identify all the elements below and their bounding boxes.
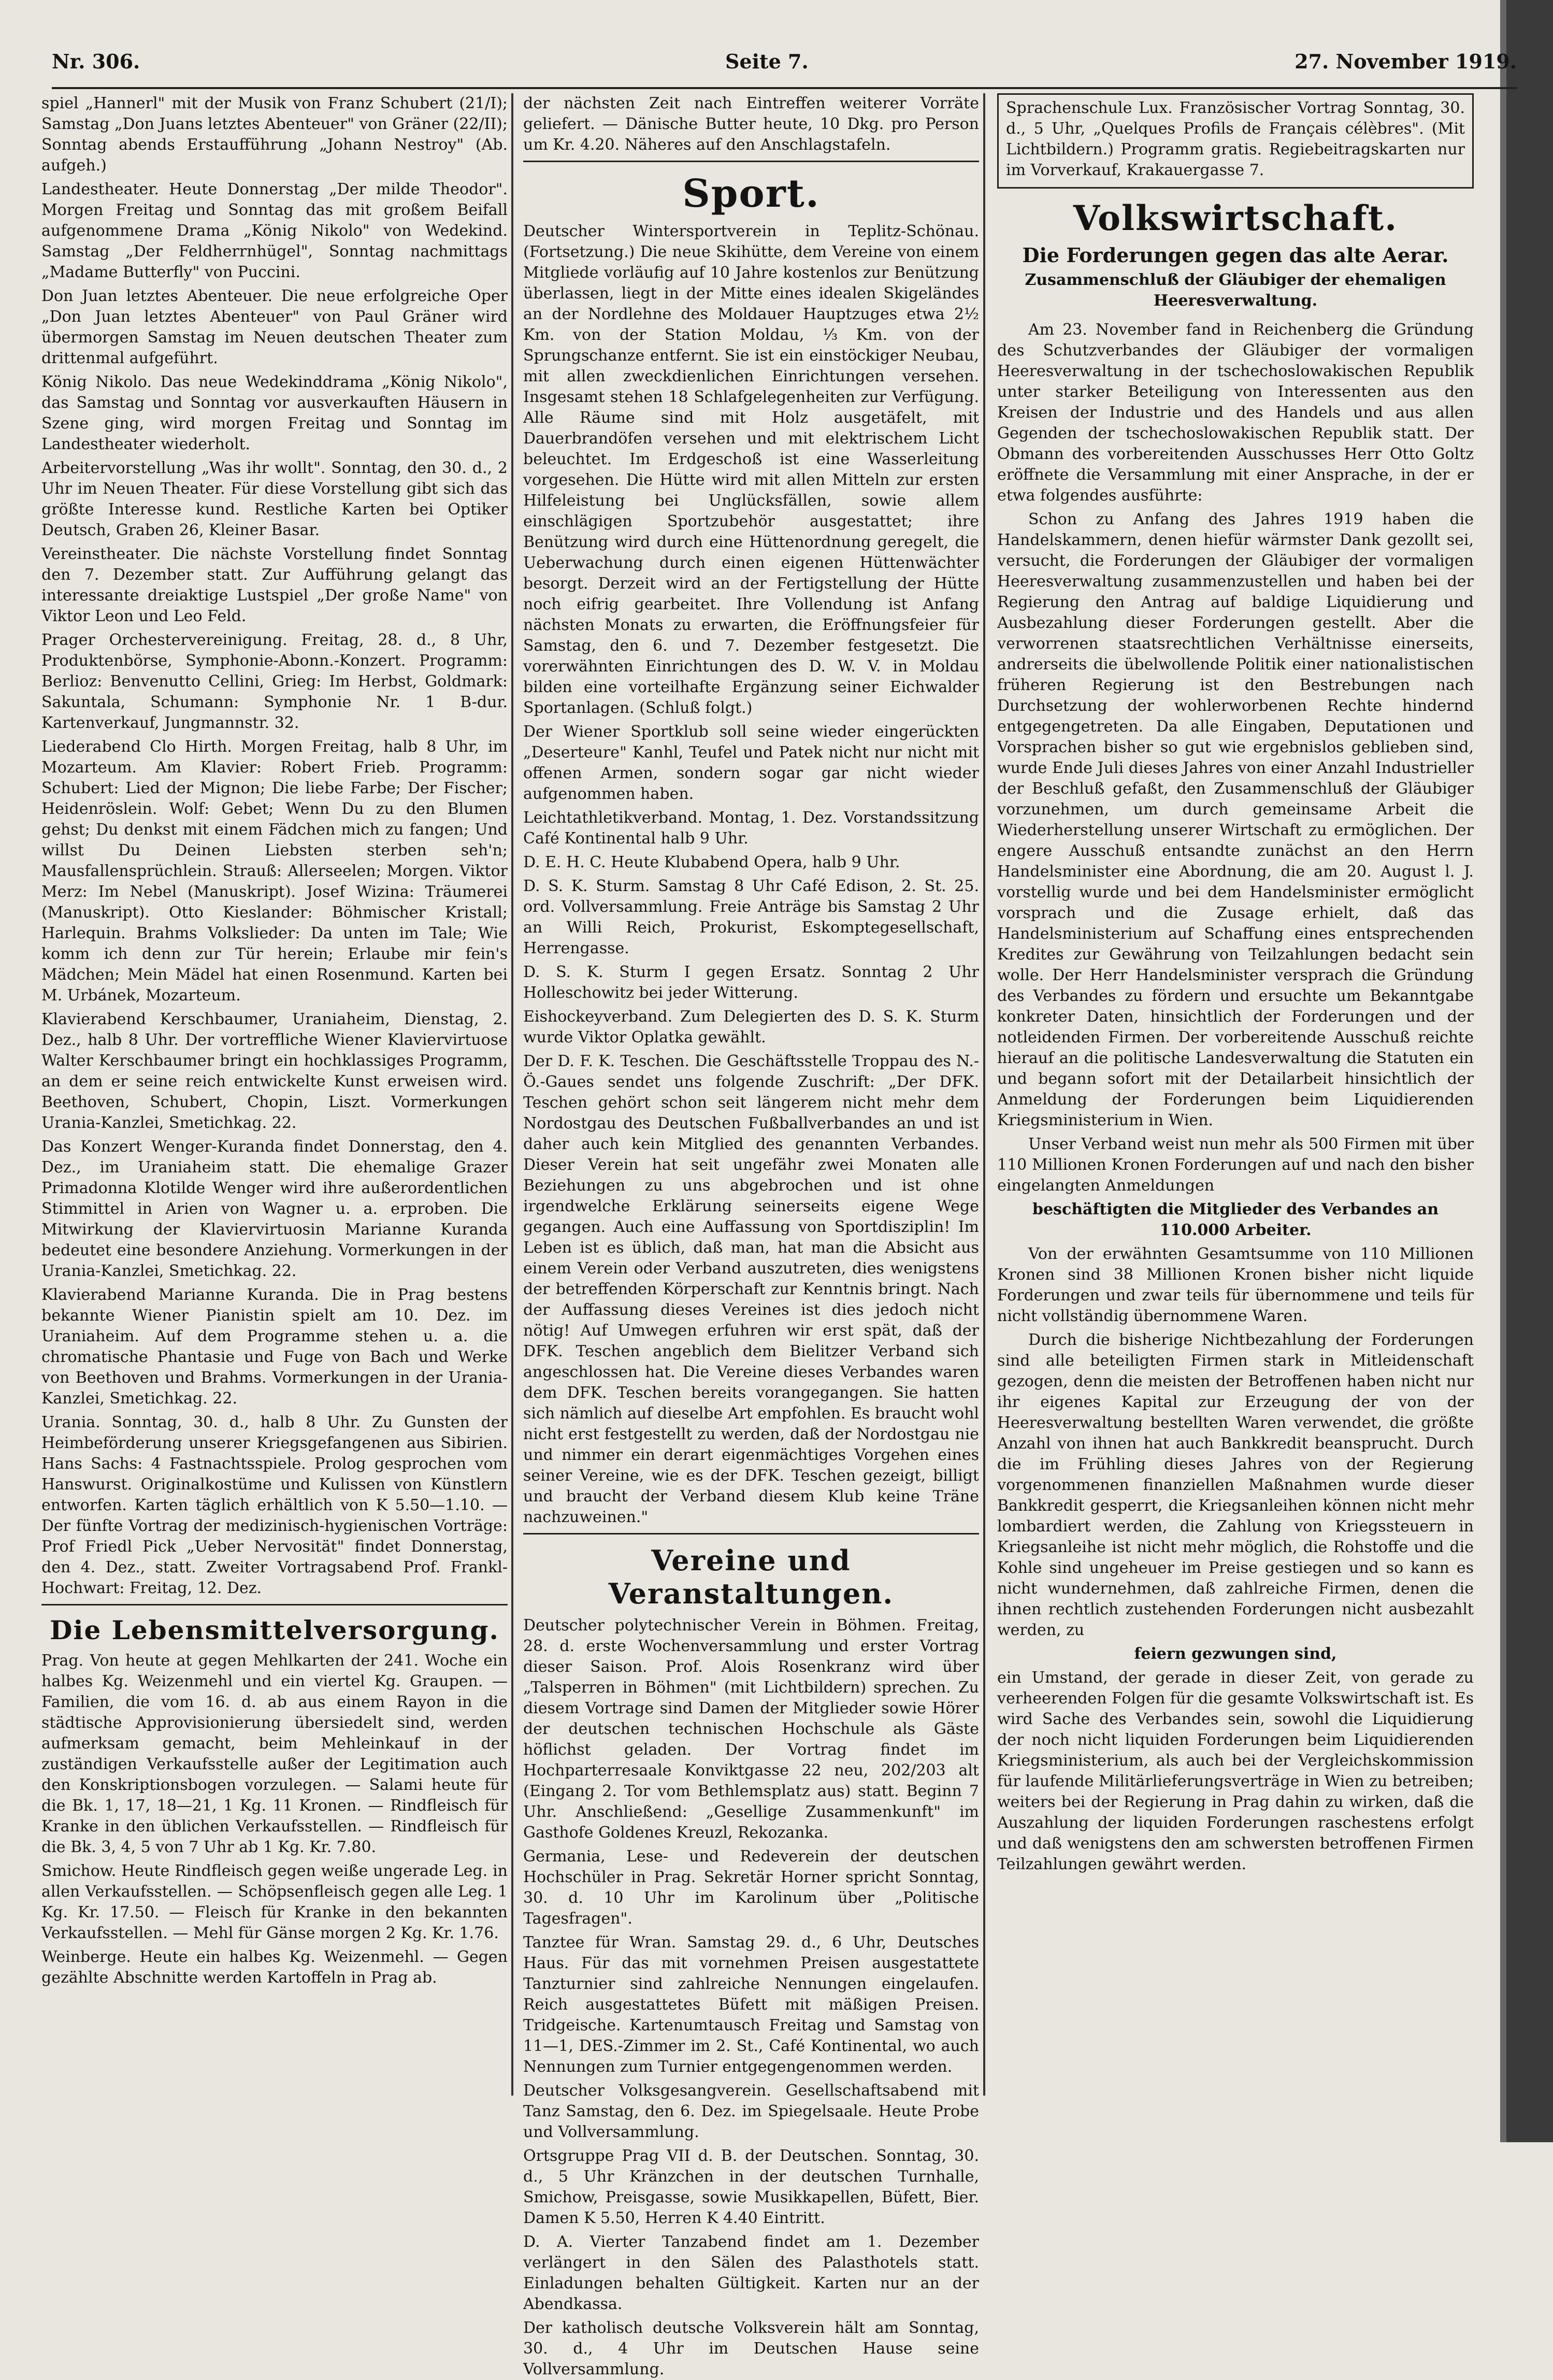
article-paragraph: Der Wiener Sportklub soll seine wieder eingerückten „Deserteure" Kanhl, Teufel und Patek nicht nur nicht mit offenen Armen, sondern sogar gar nicht wieder aufgenommen haben. [523,723,979,803]
column-middle [523,93,979,2378]
article-paragraph: D. E. H. C. Heute Klubabend Opera, halb 9 Uhr. [523,853,900,871]
article-paragraph: Arbeitervorstellung „Was ihr wollt". Sonntag, den 30. d., 2 Uhr im Neuen Theater. Für diese Vorstellung gibt sich das größte Interesse kund. Restliche Karten bei Optiker Deutsch, Graben 26, Kleiner Basar. [41,459,508,539]
article-paragraph: D. S. K. Sturm. Samstag 8 Uhr Café Edison, 2. St. 25. ord. Vollversammlung. Freie Anträge bis Samstag 2 Uhr an Willi Reich, Prokurist, Eskomptegesellschaft, Herrengasse. [523,877,979,957]
section-heading-lebensmittel: Die Lebensmittelversorgung. [50,1615,499,1645]
article-paragraph: Urania. Sonntag, 30. d., halb 8 Uhr. Zu Gunsten der Heimbeförderung unserer Kriegsgefangenen aus Sibirien. Hans Sachs: 4 Fastnachtsspiele. Prolog gesprochen vom Hanswurst. Originalkostüme und Kulissen von Künstlern entworfen. Karten täglich erhältlich von K 5.50—1.10. — Der fünfte Vortrag der medizinisch-hygienischen Vorträge: Prof Friedl Pick „Ueber Nervosität" findet Donnerstag, den 4. Dez., statt. Zweiter Vortragsabend Prof. Frankl-Hochwart: Freitag, 12. Dez. [41,1413,508,1597]
column-rule [983,93,985,2096]
article-paragraph: Deutscher polytechnischer Verein in Böhmen. Freitag, 28. d. erste Wochenversammlung und erster Vortrag dieser Saison. Prof. Alois Rosenkranz wird über „Talsperren in Böhmen" (mit Lichtbildern) sprechen. Zu diesem Vortrage sind Damen der Mitglieder sowie Hörer der deutschen technischen Hochschule als Gäste höflichst geladen. Der Vortrag findet im Hochparterresaale Konviktgasse 22 neu, 202/203 alt (Eingang 2. Tor vom Bethlemsplatz aus) statt. Beginn 7 Uhr. Anschließend: „Gesellige Zusammenkunft" im Gasthofe Goldenes Kreuzl, Rekozanka. [523,1616,979,1842]
article-paragraph: spiel „Hannerl" mit der Musik von Franz Schubert (21/I); Samstag „Don Juans letztes Abenteuer" von Gräner (22/II); Sonntag abends Erstaufführung „Johann Nestroy" (Ab. aufgeh.) [41,94,508,175]
article-paragraph: Ortsgruppe Prag VII d. B. der Deutschen. Sonntag, 30. d., 5 Uhr Kränzchen in der deutschen Turnhalle, Smichow, Preisgasse, sowie Musikkapellen, Büfett, Bier. Damen K 5.50, Herren K 4.40 Eintritt. [523,2147,979,2227]
article-paragraph: Germania, Lese- und Redeverein der deutschen Hochschüler in Prag. Sekretär Horner spricht Sonntag, 30. d. 10 Uhr im Karolinum über „Politische Tagesfragen". [523,1847,979,1928]
article-paragraph: Vereinstheater. Die nächste Vorstellung findet Sonntag den 7. Dezember statt. Zur Aufführung gelangt das interessante dreiaktige Lustspiel „Der große Name" von Viktor Leon und Leo Feld. [41,545,508,625]
article-paragraph: Deutscher Volksgesangverein. Gesellschaftsabend mit Tanz Samstag, den 6. Dez. im Spiegelsaale. Heute Probe und Vollversammlung. [523,2082,979,2141]
section-heading-volkswirtschaft: Volkswirtschaft. [1073,198,1398,238]
article-paragraph: Am 23. November fand in Reichenberg die Gründung des Schutzverbandes der Gläubiger der vormaligen Heeresverwaltung in der tschechoslowakischen Republik unter starker Beteiligung von Interessenten aus den Kreisen der Industrie und des Handels und aus allen Gegenden der tschechoslowakischen Republik statt. Der Obmann des vorbereitenden Ausschusses Herr Otto Goltz eröffnete die Versammlung mit einer Ansprache, in der er etwa folgendes ausführte: [997,321,1474,505]
issue-number: Nr. 306. [52,50,140,73]
newspaper-page [16,0,1537,2378]
article-subheadline: Zusammenschluß der Gläubiger der ehemaligen Heeresverwaltung. [1025,271,1446,310]
highlight-line: beschäftigten die Mitglieder des Verbandes an 110.000 Arbeiter. [1032,1200,1439,1239]
article-paragraph: Schon zu Anfang des Jahres 1919 haben die Handelskammern, denen hiefür wärmster Dank gezollt sei, versucht, die Forderungen der Gläubiger der vormaligen Heeresverwaltung zusammenzustellen und haben bei der Regierung den Antrag auf baldige Liquidierung und Ausbezahlung dieser Forderungen gestellt. Aber die verworrenen staatsrechtlichen Verhältnisse einerseits, andrerseits die übelwollende Politik einer nationalistischen früheren Regierung ist den Bestrebungen nach Durchsetzung der wohlerworbenen Rechte hindernd entgegengetreten. Da alle Eingaben, Deputationen und Vorsprachen bisher so gut wie ergebnislos geblieben sind, wurde Ende Juli dieses Jahres von einer Anzahl Industrieller der Beschluß gefaßt, den Zusammenschluß der Gläubiger vorzunehmen, um durch gemeinsame Arbeit die Wiederherstellung unserer Wirtschaft zu ermöglichen. Der engere Ausschuß entsandte zunächst an den Herrn Handelsminister eine Abordnung, die am 20. August l. J. vorstellig wurde und bei dem Handelsminister ermöglicht vorsprach und die Zusage erhielt, daß das Handelsministerium auf Schaffung eines entsprechenden Kredites zur Gewährung von Teilzahlungen bedacht sein wolle. Der Herr Handelsminister versprach die Gründung des Verbandes zu fördern und ersuchte um Bekanntgabe konkreter Daten, hinsichtlich der Forderungen und der notleidenden Firmen. Der vorbereitende Ausschuß reichte hierauf an die politische Landesverwaltung die Statuten ein und begann sofort mit der Detailarbeit hinsichtlich der Anmeldung der Forderungen beim Liquidierenden Kriegsministerium in Wien. [997,510,1474,1129]
page-number: Seite 7. [725,50,809,73]
section-rule [523,161,979,162]
article-paragraph: Unser Verband weist nun mehr als 500 Firmen mit über 110 Millionen Kronen Forderungen auf und nach den bisher eingelangten Anmeldungen [997,1135,1474,1195]
article-paragraph: der nächsten Zeit nach Eintreffen weiterer Vorräte geliefert. — Dänische Butter heute, 10 Dkg. pro Person um Kr. 4.20. Näheres auf den Anschlagstafeln. [523,94,979,154]
header-rule [52,87,1517,89]
article-paragraph: Smichow. Heute Rindfleisch gegen weiße ungerade Leg. in allen Verkaufsstellen. — Schöpsenfleisch gegen alle Leg. 1 Kg. Kr. 17.50. — Fleisch für Kranke in den bekannten Verkaufsstellen. — Mehl für Gänse morgen 2 Kg. Kr. 1.76. [41,1862,508,1942]
article-paragraph: Landestheater. Heute Donnerstag „Der milde Theodor". Morgen Freitag und Sonntag das mit großem Beifall aufgenommene Drama „König Nikolo" von Wedekind. Samstag „Der Feldherrnhügel", Sonntag nachmittags „Madame Butterfly" von Puccini. [41,180,508,281]
notice-box [997,93,1474,189]
article-paragraph: Prag. Von heute at gegen Mehlkarten der 241. Woche ein halbes Kg. Weizenmehl und ein viertel Kg. Graupen. — Familien, die vom 16. d. ab aus einem Rayon in die städtische Approvisionierung übersiedelt sind, werden aufmerksam gemacht, beim Mehleinkauf in der zuständigen Verkaufsstelle außer der Legitimation auch den Konskriptionsbogen vorzulegen. — Salami heute für die Bk. 1, 17, 18—21, 1 Kg. 11 Kronen. — Rindfleisch für Kranke in den üblichen Verkaufsstellen. — Rindfleisch für die Bk. 3, 4, 5 von 7 Uhr ab 1 Kg. Kr. 7.80. [41,1652,508,1856]
section-heading-sport: Sport. [682,171,820,216]
highlight-line: feiern gezwungen sind, [1134,1645,1337,1663]
article-paragraph: Klavierabend Marianne Kuranda. Die in Prag bestens bekannte Wiener Pianistin spielt am 10. Dez. im Uraniaheim. Auf dem Programme stehen u. a. die chromatische Phantasie und Fuge von Bach und Werke von Beethoven und Brahms. Vormerkungen in der Urania-Kanzlei, Smetichkag. 22. [41,1286,508,1408]
column-rule [511,93,513,2096]
article-paragraph: Weinberge. Heute ein halbes Kg. Weizenmehl. — Gegen gezählte Abschnitte werden Kartoffeln in Prag ab. [41,1948,508,1987]
notice-text: Sprachenschule Lux. Französischer Vortrag Sonntag, 30. d., 5 Uhr, „Quelques Profils de Français célèbres". (Mit Lichtbildern.) Programm gratis. Regiebeitragskarten nur im Vorverkauf, Krakauergasse 7. [1006,99,1465,179]
section-heading-vereine: Vereine und Veranstaltungen. [608,1544,894,1610]
column-right [997,93,1474,2121]
article-paragraph: Von der erwähnten Gesamtsumme von 110 Millionen Kronen sind 38 Millionen Kronen bisher nicht liquide Forderungen und zwar teils für übernommene und teils für nicht vollständig übernommene Waren. [997,1245,1474,1325]
article-paragraph: König Nikolo. Das neue Wedekinddrama „König Nikolo", das Samstag und Sonntag vor ausverkauften Häusern in Szene ging, wird morgen Freitag und Sonntag im Landestheater wiederholt. [41,373,508,453]
column-left [41,93,508,2121]
article-paragraph: Liederabend Clo Hirth. Morgen Freitag, halb 8 Uhr, im Mozarteum. Am Klavier: Robert Frieb. Programm: Schubert: Lied der Mignon; Die liebe Farbe; Der Fischer; Heidenröslein. Wolf: Gebet; Wenn Du zu den Blumen gehst; Du denkst mit einem Fädchen mich zu fangen; Und willst Du Deinen Liebsten sterben seh'n; Mausfallensprüchlein. Strauß: Allerseelen; Morgen. Viktor Merz: Im Nebel (Manuskript). Josef Wizina: Träumerei (Manuskript). Otto Kieslander: Böhmischer Kristall; Harlequin. Brahms Volkslieder: Da unten im Tale; Wie komm ich denn zur Tür herein; Erlaube mir fein's Mädchen; Mein Mädel hat einen Rosenmund. Karten bei M. Urbánek, Mozarteum. [41,738,508,1005]
article-paragraph: Eishockeyverband. Zum Delegierten des D. S. K. Sturm wurde Viktor Oplatka gewählt. [523,1008,979,1046]
article-paragraph: Der katholisch deutsche Volksverein hält am Sonntag, 30. d., 4 Uhr im Deutschen Hause seine Vollversammlung. [523,2319,979,2378]
article-headline: Die Forderungen gegen das alte Aerar. [1022,243,1449,267]
section-rule [523,1533,979,1535]
article-paragraph: Das Konzert Wenger-Kuranda findet Donnerstag, den 4. Dez., im Uraniaheim statt. Die ehemalige Grazer Primadonna Klotilde Wenger wird ihre außerordentlichen Stimmittel in Arien von Wagner u. a. erproben. Die Mitwirkung der Klaviervirtuosin Marianne Kuranda bedeutet eine besondere Anziehung. Vormerkungen in der Urania-Kanzlei, Smetichkag. 22. [41,1138,508,1280]
issue-date: 27. November 1919. [1295,50,1517,73]
page-header [52,50,1517,81]
article-paragraph: Klavierabend Kerschbaumer, Uraniaheim, Dienstag, 2. Dez., halb 8 Uhr. Der vortreffliche Wiener Klaviervirtuose Walter Kerschbaumer bringt ein hochklassiges Programm, an dem er seine reich entwickelte Kunst erweisen wird. Beethoven, Schubert, Chopin, Liszt. Vormerkungen Urania-Kanzlei, Smetichkag. 22. [41,1010,508,1132]
section-rule [41,1604,508,1605]
article-paragraph: Don Juan letztes Abenteuer. Die neue erfolgreiche Oper „Don Juan letztes Abenteuer" von Paul Gräner wird übermorgen Samstag im Neuen deutschen Theater zum drittenmal aufgeführt. [41,287,508,367]
article-paragraph: Prager Orchestervereinigung. Freitag, 28. d., 8 Uhr, Produktenbörse, Symphonie-Abonn.-Konzert. Programm: Berlioz: Benvenutto Cellini, Grieg: Im Herbst, Goldmark: Sakuntala, Schumann: Symphonie Nr. 1 B-dur. Kartenverkauf, Jungmannstr. 32. [41,631,508,732]
article-paragraph: Der D. F. K. Teschen. Die Geschäftsstelle Troppau des N.-Ö.-Gaues sendet uns folgende Zuschrift: „Der DFK. Teschen gehört schon seit längerem nicht mehr dem Nordostgau des Deutschen Fußballverbandes an und ist daher auch kein Mitglied des genannten Verbandes. Dieser Verein hat seit ungefähr zwei Monaten alle Beziehungen zu uns abgebrochen und ist ohne irgendwelche Erklärung seinerseits eigene Wege gegangen. Auch eine Auffassung von Sportdisziplin! Im Leben ist es üblich, daß man, hat man die Absicht aus einem Verein oder Verband auszutreten, dies wenigstens der betreffenden Körperschaft zur Kenntnis bringt. Nach der Auffassung dieses Vereines ist dies jedoch nicht nötig! Auf Umwegen erfuhren wir erst spät, daß der DFK. Teschen angeblich dem Bielitzer Verband sich angeschlossen hat. Die Vereine dieses Verbandes waren dem DFK. Teschen bereits vorangegangen. Sie hatten sich nämlich auf dieselbe Art empfohlen. Es braucht wohl nicht erst festgestellt zu werden, daß der Nordostgau nie und nimmer ein derart eigenmächtiges Vorgehen eines seiner Vereine, wie es der DFK. Teschen gezeigt, billigt und braucht der Verband diesem Klub keine Träne nachzuweinen." [523,1052,979,1526]
article-paragraph: Durch die bisherige Nichtbezahlung der Forderungen sind alle beteiligten Firmen stark in Mitleidenschaft gezogen, denn die meisten der Betroffenen haben nicht nur ihr eigenes Kapital zur Erzeugung der von der Heeresverwaltung bestellten Waren verwendet, die größte Anzahl von ihnen hat auch Bankkredit beansprucht. Durch die im Frühling dieses Jahres von der Regierung vorgenommenen finanziellen Maßnahmen wurde dieser Bankkredit gesperrt, die Kriegsanleihen können nicht mehr lombardiert werden, die Zahlung von Kriegssteuern in Kriegsanleihe ist nicht mehr möglich, die Rohstoffe und die Kohle sind ungeheuer im Preise gestiegen und so kann es nicht wundernehmen, daß zahlreiche Firmen, denen die ihnen rechtlich zustehenden Forderungen nicht ausbezahlt werden, zu [997,1331,1474,1639]
article-paragraph: Deutscher Wintersportverein in Teplitz-Schönau. (Fortsetzung.) Die neue Skihütte, dem Vereine von einem Mitgliede vorläufig auf 10 Jahre kostenlos zur Benützung überlassen, liegt in der Mitte eines idealen Skigeländes an der Nordlehne des Moldauer Hauptzuges etwa 2½ Km. von der Station Moldau, ⅓ Km. von der Sprungschanze entfernt. Sie ist ein einstöckiger Neubau, mit allen zweckdienlichen Einrichtungen versehen. Insgesamt stehen 18 Schlafgelegenheiten zur Verfügung. Alle Räume sind mit Holz ausgetäfelt, mit Dauerbrandöfen versehen und mit elektrischem Licht beleuchtet. Im Erdgeschoß ist eine Wasserleitung vorgesehen. Die Hütte wird mit allen Mitteln zur ersten Hilfeleistung bei Unglücksfällen, sowie allem einschlägigen Sportzubehör ausgestattet; ihre Benützung wird durch eine Hüttenordnung geregelt, die Ueberwachung durch einen eigenen Hüttenwächter besorgt. Derzeit wird an der Fertigstellung der Hütte noch eifrig gearbeitet. Ihre Vollendung ist Anfang nächsten Monats zu erwarten, die Eröffnungsfeier für Samstag, den 6. und 7. Dezember festgesetzt. Die vorerwähnten Einrichtungen des D. W. V. in Moldau bilden eine vorteilhafte Ergänzung seiner Eichwalder Sportanlagen. (Schluß folgt.) [523,222,979,717]
article-paragraph: Leichtathletikverband. Montag, 1. Dez. Vorstandssitzung Café Kontinental halb 9 Uhr. [523,809,979,848]
article-paragraph: D. S. K. Sturm I gegen Ersatz. Sonntag 2 Uhr Holleschowitz bei jeder Witterung. [523,963,979,1002]
article-paragraph: D. A. Vierter Tanzabend findet am 1. Dezember verlängert in den Sälen des Palasthotels statt. Einladungen behalten Gültigkeit. Karten nur an der Abendkassa. [523,2233,979,2313]
article-paragraph: Tanztee für Wran. Samstag 29. d., 6 Uhr, Deutsches Haus. Für das mit vornehmen Preisen ausgestattete Tanzturnier sind zahlreiche Nennungen eingelaufen. Reich ausgestattetes Büfett mit mäßigen Preisen. Tridgeische. Kartenumtausch Freitag und Samstag von 11—1, DES.-Zimmer im 2. St., Café Kontinental, wo auch Nennungen zum Turnier entgegengenommen werden. [523,1933,979,2076]
article-paragraph: ein Umstand, der gerade in dieser Zeit, von gerade zu verheerenden Folgen für die gesamte Volkswirtschaft ist. Es wird Sache des Verbandes sein, sowohl die Liquidierung der noch nicht liquiden Forderungen beim Liquidierenden Kriegsministerium, als auch bei der Vergleichskommission für laufende Militärlieferungsverträge in Wien zu betreiben; weiters bei der Regierung in Prag dahin zu wirken, daß die Auszahlung der liquiden Forderungen raschestens erfolgt und daß wenigstens den am schwersten betroffenen Firmen Teilzahlungen gewährt werden. [997,1669,1474,1873]
